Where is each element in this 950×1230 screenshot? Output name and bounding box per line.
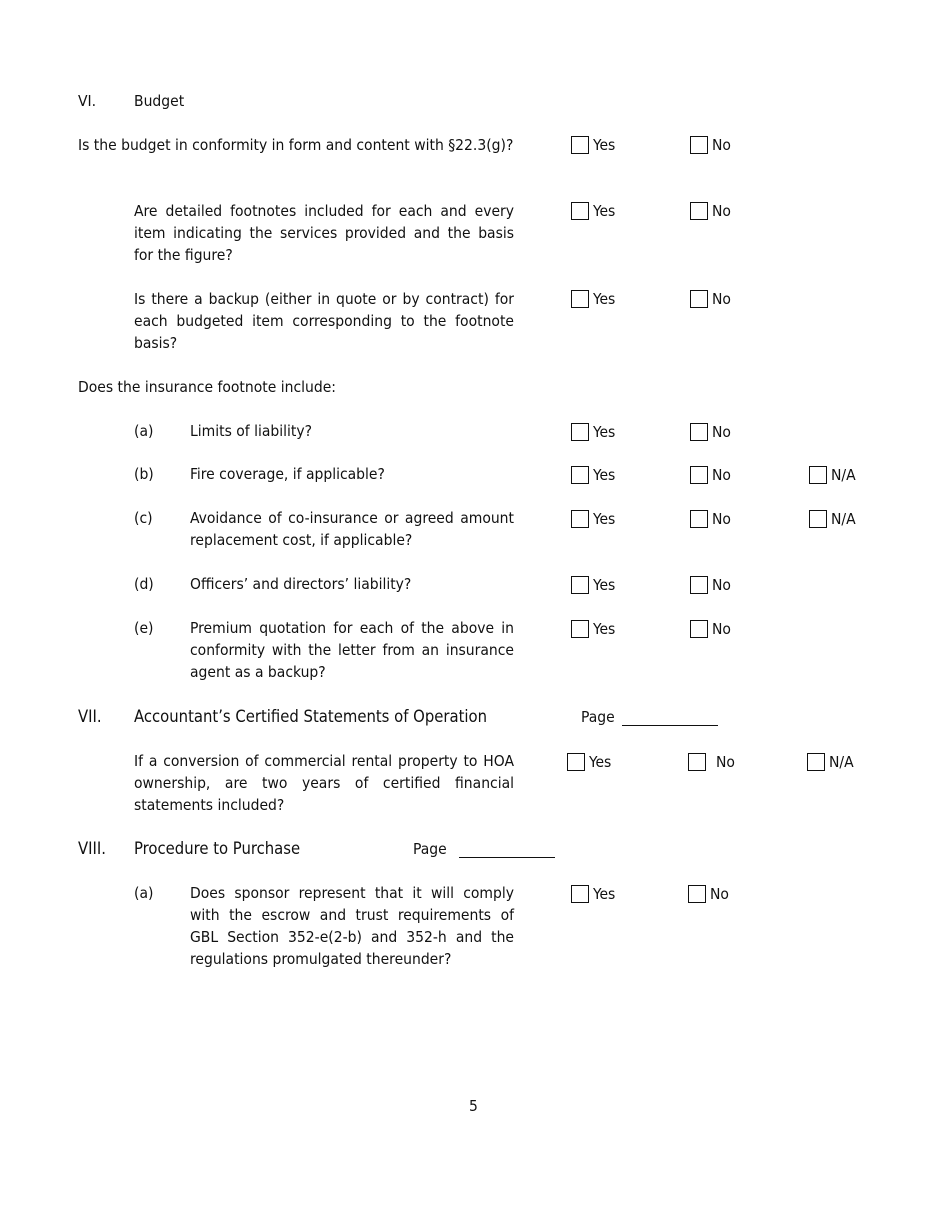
checkbox-icon[interactable] bbox=[567, 753, 585, 771]
checkbox-coinsurance-na[interactable]: N/A bbox=[809, 509, 856, 529]
checkbox-premium-no[interactable]: No bbox=[690, 619, 731, 639]
checkbox-icon[interactable] bbox=[690, 423, 708, 441]
checkbox-icon[interactable] bbox=[690, 576, 708, 594]
checkbox-premium-yes[interactable]: Yes bbox=[571, 619, 615, 639]
checkbox-icon[interactable] bbox=[571, 290, 589, 308]
checkbox-conversion-no[interactable]: No bbox=[688, 752, 735, 772]
checkbox-icon[interactable] bbox=[690, 202, 708, 220]
checkbox-escrow-no[interactable]: No bbox=[688, 884, 729, 904]
checkbox-icon[interactable] bbox=[690, 466, 708, 484]
item-letter: (a) bbox=[134, 884, 154, 902]
checkbox-icon[interactable] bbox=[690, 136, 708, 154]
checkbox-footnotes-no[interactable]: No bbox=[690, 201, 731, 221]
question-limits-liability: Limits of liability? bbox=[190, 422, 313, 440]
question-escrow-trust: Does sponsor represent that it will comply with the escrow and trust requirements of GBL Section 352-e(2-b) and 352-h and the regulations promulgated thereunder? bbox=[190, 884, 514, 968]
page-label: Page bbox=[413, 840, 447, 858]
item-letter: (e) bbox=[134, 619, 154, 637]
checkbox-icon[interactable] bbox=[571, 510, 589, 528]
checkbox-limits-yes[interactable]: Yes bbox=[571, 422, 615, 442]
checkbox-footnotes-yes[interactable]: Yes bbox=[571, 201, 615, 221]
checkbox-icon[interactable] bbox=[688, 753, 706, 771]
checkbox-budget-conformity-yes[interactable]: Yes bbox=[571, 135, 615, 155]
checkbox-icon[interactable] bbox=[571, 136, 589, 154]
question-detailed-footnotes: Are detailed footnotes included for each and every item indicating the services provided and the basis for the figure? bbox=[134, 202, 514, 264]
checkbox-coinsurance-no[interactable]: No bbox=[690, 509, 731, 529]
checkbox-icon[interactable] bbox=[809, 466, 827, 484]
section-vi-number: VI. bbox=[78, 92, 97, 110]
checkbox-conversion-na[interactable]: N/A bbox=[807, 752, 854, 772]
section-vii-number: VII. bbox=[78, 707, 102, 726]
question-premium-quotation: Premium quotation for each of the above in conformity with the letter from an insurance agent as a backup? bbox=[190, 619, 514, 681]
checkbox-officers-no[interactable]: No bbox=[690, 575, 731, 595]
checkbox-icon[interactable] bbox=[571, 576, 589, 594]
checkbox-fire-yes[interactable]: Yes bbox=[571, 465, 615, 485]
checkbox-icon[interactable] bbox=[690, 620, 708, 638]
question-avoidance-coinsurance: Avoidance of co-insurance or agreed amount replacement cost, if applicable? bbox=[190, 509, 514, 549]
checkbox-fire-no[interactable]: No bbox=[690, 465, 731, 485]
question-budget-conformity: Is the budget in conformity in form and content with §22.3(g)? bbox=[78, 136, 514, 154]
question-fire-coverage: Fire coverage, if applicable? bbox=[190, 465, 385, 483]
checkbox-icon[interactable] bbox=[571, 620, 589, 638]
checkbox-icon[interactable] bbox=[690, 290, 708, 308]
checkbox-budget-conformity-no[interactable]: No bbox=[690, 135, 731, 155]
page-number-blank[interactable] bbox=[459, 857, 555, 858]
item-letter: (b) bbox=[134, 465, 154, 483]
question-officers-directors: Officers’ and directors’ liability? bbox=[190, 575, 412, 593]
checkbox-icon[interactable] bbox=[809, 510, 827, 528]
checkbox-fire-na[interactable]: N/A bbox=[809, 465, 856, 485]
checkbox-icon[interactable] bbox=[571, 885, 589, 903]
insurance-intro: Does the insurance footnote include: bbox=[78, 378, 336, 396]
checkbox-icon[interactable] bbox=[571, 423, 589, 441]
checkbox-icon[interactable] bbox=[571, 202, 589, 220]
item-letter: (a) bbox=[134, 422, 154, 440]
checkbox-coinsurance-yes[interactable]: Yes bbox=[571, 509, 615, 529]
checkbox-backup-no[interactable]: No bbox=[690, 289, 731, 309]
checkbox-icon[interactable] bbox=[690, 510, 708, 528]
page-number: 5 bbox=[469, 1097, 478, 1115]
checkbox-escrow-yes[interactable]: Yes bbox=[571, 884, 615, 904]
checkbox-conversion-yes[interactable]: Yes bbox=[567, 752, 611, 772]
page-number-blank[interactable] bbox=[622, 725, 718, 726]
section-viii-number: VIII. bbox=[78, 839, 106, 858]
question-conversion-statements: If a conversion of commercial rental property to HOA ownership, are two years of certified financial statements included? bbox=[134, 752, 514, 814]
checkbox-officers-yes[interactable]: Yes bbox=[571, 575, 615, 595]
item-letter: (c) bbox=[134, 509, 153, 527]
checkbox-icon[interactable] bbox=[807, 753, 825, 771]
section-vii-title: Accountant’s Certified Statements of Operation bbox=[134, 707, 488, 726]
section-viii-title: Procedure to Purchase bbox=[134, 839, 301, 858]
checkbox-backup-yes[interactable]: Yes bbox=[571, 289, 615, 309]
question-backup: Is there a backup (either in quote or by contract) for each budgeted item corresponding to the footnote basis? bbox=[134, 290, 514, 352]
section-vi-title: Budget bbox=[134, 92, 185, 110]
page-label: Page bbox=[581, 708, 615, 726]
checkbox-icon[interactable] bbox=[571, 466, 589, 484]
item-letter: (d) bbox=[134, 575, 154, 593]
checkbox-icon[interactable] bbox=[688, 885, 706, 903]
checkbox-limits-no[interactable]: No bbox=[690, 422, 731, 442]
